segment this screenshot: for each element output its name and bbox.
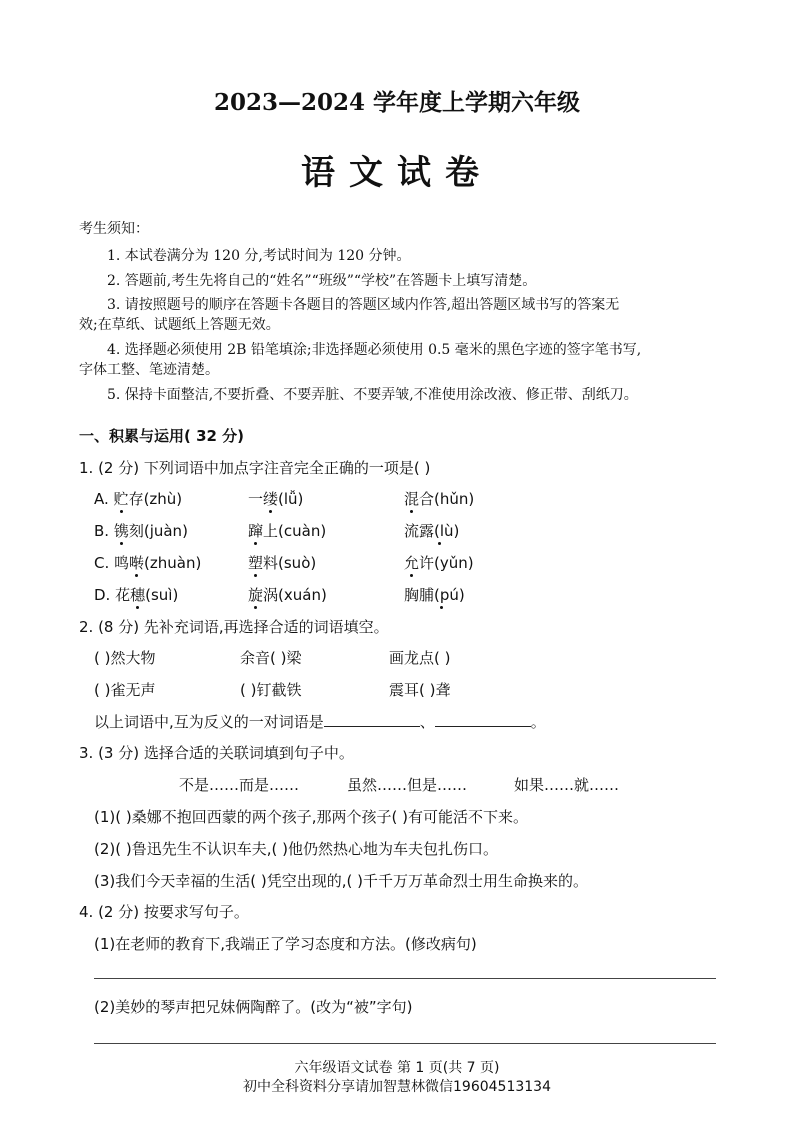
dotted-char: 缕 [263,490,279,508]
dotted-char: 允 [404,554,420,572]
option-word-rest: 料(suò) [263,554,317,572]
notice-item: 4. 选择题必须使用 2B 铅笔填涂;非选择题必须使用 0.5 毫米的黑色字迹的签字笔书写, [107,342,642,358]
q1-option-d [94,584,178,605]
conjunction-choice: 不是……而是…… [179,776,300,794]
rewrite-item: (2)美妙的琴声把兄妹俩陶醉了。(改为“被”字句) [94,998,413,1016]
dotted-char: 塑 [248,554,264,572]
antonym-fill-line [94,711,546,732]
dotted-char: 脯(pú) [419,586,465,604]
q1-option-c [94,552,201,573]
idiom-blank: 震耳( )聋 [389,681,451,699]
rewrite-item: (1)在老师的教育下,我端正了学习态度和方法。(修改病句) [94,935,477,953]
q1-option-b-word2 [248,520,326,541]
option-label: C. 鸣 [94,554,130,572]
q1-option-a [94,488,182,509]
fill-end: 。 [530,713,546,731]
notice-heading: 考生须知： [79,221,149,237]
conjunction-choice: 虽然……但是…… [347,776,468,794]
question-1-stem: 1. (2 分) 下列词语中加点字注音完全正确的一项是( ) [79,459,431,477]
sentence-item: (3)我们今天幸福的生活( )凭空出现的,( )千千万万革命烈士用生命换来的。 [94,872,588,890]
option-word-rest: 存(zhù) [128,490,183,508]
option-word-rest: 许(yǔn) [419,554,474,572]
sentence-item: (2)( )鲁迅先生不认识车夫,( )他仍然热心地为车夫包扎伤口。 [94,840,498,858]
dotted-char: 贮 [113,490,129,508]
fill-separator: 、 [419,713,435,731]
dotted-char: 镌 [113,522,129,540]
q1-option-c-word2 [248,552,316,573]
idiom-blank: ( )雀无声 [94,681,156,699]
option-word-rest: 上(cuàn) [263,522,327,540]
notice-item-cont: 效;在草纸、试题纸上答题无效。 [79,317,280,333]
question-4-stem: 4. (2 分) 按要求写句子。 [79,903,249,921]
option-word-part: 一 [248,490,264,508]
dotted-char: 蹿 [248,522,264,540]
option-word-rest: (suì) [145,586,179,604]
notice-item: 2. 答题前,考生先将自己的“姓名”“班级”“学校”在答题卡上填写清楚。 [107,273,537,289]
notice-item: 5. 保持卡面整洁,不要折叠、不要弄脏、不要弄皱,不准使用涂改液、修正带、刮纸刀。 [107,387,638,403]
option-word-part: 流 [404,522,420,540]
dotted-char: 混 [404,490,420,508]
option-word-rest: (zhuàn) [144,554,202,572]
idiom-blank: ( )然大物 [94,649,156,667]
answer-line[interactable] [94,978,716,979]
option-word-rest: 合(hǔn) [419,490,475,508]
option-word-rest: 刻(juàn) [128,522,188,540]
notice-item: 3. 请按照题号的顺序在答题卡各题目的答题区域内作答,超出答题区域书写的答案无 [107,297,620,313]
option-label: D. 花 [94,586,131,604]
section-title: 一、积累与运用( 32 分) [79,427,245,445]
q1-option-d-word2 [248,584,327,605]
option-word-part: 胸 [404,586,420,604]
idiom-blank: 余音( )梁 [240,649,302,667]
exam-title: 2023—2024 学年度上学期六年级 [213,89,581,116]
q1-option-d-word3 [404,584,465,605]
dotted-char: 露(lù) [419,522,460,540]
dotted-char: 旋 [248,586,264,604]
dotted-char: 穗 [130,586,146,604]
idiom-blank: 画龙点( ) [389,649,451,667]
option-word-rest: 涡(xuán) [263,586,327,604]
question-2-stem: 2. (8 分) 先补充词语,再选择合适的词语填空。 [79,618,389,636]
footer-note: 初中全科资料分享请加智慧林微信19604513134 [243,1079,551,1095]
sentence-item: (1)( )桑娜不抱回西蒙的两个孩子,那两个孩子( )有可能活不下来。 [94,808,528,826]
q1-option-a-word3 [404,488,474,509]
footer-divider [94,1043,716,1044]
option-label: B. [94,522,114,540]
exam-subtitle: 语文试卷 [301,153,493,193]
notice-item-cont: 字体工整、笔迹清楚。 [79,362,219,378]
q1-option-c-word3 [404,552,474,573]
q1-option-a-word2 [248,488,303,509]
notice-item: 1. 本试卷满分为 120 分,考试时间为 120 分钟。 [107,248,411,264]
q1-option-b-word3 [404,520,459,541]
q1-option-b [94,520,188,541]
page-number: 六年级语文试卷 第 1 页(共 7 页) [294,1060,500,1076]
fill-prompt: 以上词语中,互为反义的一对词语是 [94,713,324,731]
option-label: A. [94,490,114,508]
question-3-stem: 3. (3 分) 选择合适的关联词填到句子中。 [79,744,354,762]
answer-blank[interactable] [435,712,531,727]
option-word-rest: (lǚ) [278,490,304,508]
dotted-char: 啭 [129,554,145,572]
conjunction-choice: 如果……就…… [514,776,620,794]
answer-blank[interactable] [324,712,420,727]
idiom-blank: ( )钉截铁 [240,681,302,699]
